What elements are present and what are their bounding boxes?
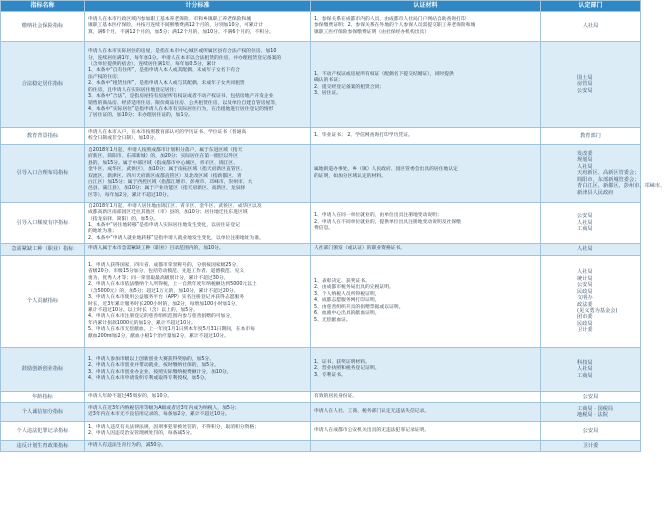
indicator-name: 违反计划生育政策指标: [1, 441, 85, 452]
material-line: 2、由成都市税务局出具的完税证明。: [314, 285, 394, 291]
indicator-name: 鼓励创新创业指标: [1, 348, 85, 392]
score-line: 申请人在本市行政区域内参加职工基本养老保险、市和乡镇职工养老保险和城: [88, 16, 252, 22]
dept-line: 公安局: [577, 87, 593, 94]
material-line: 1、不动产权证或房屋所有权证（配偶名下提交结婚证），同时提供: [314, 71, 454, 77]
score-cell: [85, 256, 311, 348]
score-line: 1、本条中“自有住所”，是指申请人本人或其配偶、未成年子女名下有合: [88, 68, 240, 74]
score-cell: [85, 145, 311, 203]
indicator-name: 年龄指标: [1, 392, 85, 403]
dept-cell: [541, 422, 641, 441]
dept-line: 公安局: [582, 393, 599, 400]
material-line: 1、申请人在同一单位就业的，由单位出具注册地变动说明；: [314, 213, 442, 219]
score-line: 2、本条中“申请人就业地转移”是指申请人就业地发生变化，以单位注册地址为准。: [88, 235, 264, 241]
dept-line: 国土局: [577, 74, 593, 81]
indicator-name: 个人违法犯罪记录指标: [1, 422, 85, 441]
score-cell: [85, 12, 311, 42]
score-line: 白江区）加15分；属于西控区域（指都江堰市、彭州市、邛崃市、崇州市、大: [88, 179, 253, 185]
material-line: 2、营业执照和税务登记证明。: [314, 366, 380, 372]
score-cell: [85, 392, 311, 403]
indicator-name: 合法稳定居住指标: [1, 42, 85, 128]
score-cell: [85, 42, 311, 128]
dept-line: 公安局: [577, 282, 593, 289]
score-line: 1、申请人参加市级以上创新创业大赛获得奖励的，加5分。: [88, 356, 215, 362]
dept-line: 人社局: [582, 23, 599, 30]
score-line: 的地址为准；: [88, 229, 117, 235]
score-cell: [85, 403, 311, 422]
dept-cell: [541, 12, 641, 42]
material-cell: [311, 12, 541, 42]
material-cell: [311, 256, 541, 348]
dept-line: 工商局: [577, 226, 593, 233]
material-line: 申请人在成都市公安机关出具的无违法犯罪记录证明。: [314, 427, 430, 433]
material-line: 3、居住证。: [314, 90, 342, 96]
score-line: 勇为、优秀人才等；同一荣誉取最高级别计分，累计不超过30分。: [88, 275, 229, 281]
score-line: 1、申请人获得国家、四川省、成都市荣誉称号的，分别按国家级25分、: [88, 263, 242, 269]
dept-line: 公安局: [577, 213, 593, 220]
dept-line: 人社局: [577, 219, 593, 226]
dept-line: 卫计委: [582, 442, 599, 449]
table-row: [1, 12, 641, 42]
score-cell: [85, 203, 311, 244]
score-line: 邑县、蒲江县），加10分；属于产业功能区（指天府新区、高新区、龙泉驿: [88, 186, 246, 192]
table-row: [1, 128, 641, 145]
score-line: 2、本条中“租赁住所”，是指申请人本人或与其配偶、未成年子女共同租赁: [88, 81, 245, 87]
dept-cell: [541, 128, 641, 145]
material-line: 1、表彰决定、获奖证书。: [314, 279, 370, 285]
material-line: 2、提交经登记备案的租赁合同；: [314, 84, 385, 90]
score-line: 申请人有违法生育行为的，减50分。: [88, 442, 167, 448]
score-line: （指龙泉驿、简阳）的，加5分。: [88, 216, 159, 222]
score-line: 年内累计捐款1000元的加1分，累计不超过10分。: [88, 320, 196, 326]
indicator-name: 教育背景指标: [1, 128, 85, 145]
score-line: 申请人年龄不超过45周岁的，加10分。: [88, 393, 173, 399]
dept-line: 新津县人民政府: [577, 189, 614, 196]
score-line: 时长，近3年累计服务时长200小时的，加2分，每增加100小时加1分，: [88, 301, 241, 307]
table-row: [1, 244, 641, 256]
dept-line: 团市委: [577, 314, 593, 321]
dept-line: 教育部门: [580, 132, 601, 139]
score-cell: [85, 128, 311, 145]
material-line: 1、参保关系在成都市内的人员，由成都市人社局门户网站自助查询打印: [314, 16, 466, 22]
score-line: 法产权的住房；: [88, 74, 122, 80]
score-line: 成都高新区南部园区迁往其他区（市）县的，加10分；居住地迁往东进区域: [88, 210, 248, 216]
material-cell: [311, 441, 541, 452]
score-cell: [85, 422, 311, 441]
score-line: 3、本条中“合法”，是指房屋持有房屋所有权证或者不动产权证书，包括房地产开发企业: [88, 94, 274, 100]
material-cell: [311, 145, 541, 203]
score-line: 申请人属于本市急需紧缺工种（职业）目录范围内的，加10分。: [88, 246, 224, 252]
material-cell: [311, 244, 541, 256]
material-line: 1、毕业证书； 2、学信网查询打印学历凭证。: [314, 132, 413, 138]
indicator-name: 个人贡献指标: [1, 256, 85, 348]
dept-cell: [541, 256, 641, 348]
table-row: [1, 392, 641, 403]
material-line: 5、由慈善组织开具的捐赠票据或以证明。: [314, 304, 404, 310]
dept-line: 公安局: [582, 427, 599, 434]
score-line: 算，满6个月，不满12个月的，加5分；满12个月的，加10分。不满6个月的，不积分。: [88, 29, 274, 35]
table-row: [1, 403, 641, 422]
score-line: 区等），每年加2分，累计不超过10分。: [88, 192, 172, 198]
material-line: 参保缴费证明；2、参保关系在外地的个人参保人员需提交职工养老保险和城: [314, 23, 476, 29]
material-line: 属地街道办事处、乡（镇）人民政府、园区管委会出具的居住地认定: [314, 167, 458, 173]
material-line: 镇职工医疗保险参保缴费证明（由社保经办机构出具）: [314, 29, 430, 35]
indicator-name: 引导入口合理布局指标: [1, 145, 85, 203]
table-row: [1, 256, 641, 348]
dept-line: 统计局: [577, 275, 593, 282]
score-line: 献血200ml加2分，献血小板1个治疗量加2分，累计不超过10分。: [88, 333, 229, 339]
score-cell: [85, 348, 311, 392]
material-cell: [311, 392, 541, 403]
score-line: 自2018年1月起，申请人按照成都市计划积分落户，属于东进区域（指天: [88, 147, 243, 153]
dept-line: 人社局: [577, 163, 593, 170]
dept-line: (见义勇为基金会): [577, 307, 618, 314]
dept-cell: [541, 392, 641, 403]
dept-cell: [541, 403, 641, 422]
material-line: 有效的居民身份证。: [314, 393, 358, 399]
score-line: 近3年内在本市无不良信用记录的，每条加2分，累计不超过10分。: [88, 412, 230, 417]
dept-cell: [541, 203, 641, 244]
score-line: 镇职工基本医疗保险，并按月连续不间断缴费满12个月的，分别加10分，可累计计: [88, 23, 264, 29]
score-line: 4、申请人在本市申请发明专利或取得专利授权，加5分。: [88, 375, 210, 381]
score-line: 自2018年1月起，申请人居住地由锦江区、青羊区、金牛区、武侯区、成华区以及: [88, 203, 262, 209]
dept-line: 卫计委: [577, 327, 593, 334]
score-line: 县的，加15分。属于中部区域（指成都市中心城区，青羊区、锦江区、: [88, 160, 239, 166]
score-cell: [85, 441, 311, 452]
material-line: 3、个人纳税人员所得税证明，: [314, 291, 380, 297]
score-line: 申请人在近3年内纳税信用等级为A级或者近3年内成为纳税人，加5分；: [88, 405, 240, 411]
dept-line: 文明办: [577, 295, 593, 302]
table-row: [1, 422, 641, 441]
table-row: [1, 145, 641, 203]
score-line: 金牛区、成华区、武侯区），加10分；属于南拓区域（指天府新区直管区、: [88, 167, 246, 173]
dept-line: 简阳市、东部新城管委会；: [577, 176, 640, 183]
score-line: 4、申请人在本市注册登记的慈善组织范围内参与慈善捐赠的可加分，: [88, 314, 235, 320]
header-dept: 认定部门: [541, 1, 641, 12]
header-name: 指标名称: [1, 1, 85, 12]
score-line: 累计不超过10分。以上时长（含）以上的，加5分。: [88, 307, 198, 313]
material-line: 4、成都志愿服务网打印证明。: [314, 298, 380, 304]
score-line: 分，连续居住满1年，每年加1分。申请人在本市以合法租赁的住房，并办理租赁登记备案的: [88, 55, 282, 61]
material-line: 申请人在人社、工商、税务部门认定无违法失信记录。: [314, 408, 430, 414]
score-line: 双流区、新津区、四川天府新区成都直管区）及北改区域（指新都区、青: [88, 173, 242, 179]
dept-cell: [541, 348, 641, 392]
dept-line: 科技局: [577, 359, 593, 366]
score-line: 校全日制或非全日制），加10分。: [88, 136, 159, 141]
material-cell: [311, 422, 541, 441]
dept-line: 人社局: [577, 246, 593, 253]
table-row: [1, 203, 641, 244]
dept-line: 天府新区、高新区管委会；: [577, 170, 640, 177]
score-line: 2、申请人因违反治安管理被处罚的，每条减5分。: [88, 431, 195, 436]
table-row: [1, 42, 641, 128]
score-line: 申请人在本市实际居住的房屋，是指在本市中心城区或所属区县有合法产权的住房，加10: [88, 49, 277, 55]
dept-line: 房管局: [577, 81, 593, 88]
score-line: 3、申请人在本市创业办企业，按照实际缴纳税费额计分，加10分。: [88, 369, 232, 375]
indicator-name: 个人诚信加分指标: [1, 403, 85, 422]
score-line: 3、申请人在本市使用公益服务平台（APP）实名注册登记并获得志愿服务: [88, 295, 245, 301]
dept-line: 规划局: [577, 157, 593, 164]
score-line: 省级20分、市级15分加分，包括劳动模范、先进工作者、道德模范、见义: [88, 269, 245, 275]
material-cell: [311, 203, 541, 244]
dept-line: 民政局: [577, 288, 593, 295]
material-line: 费信息。: [314, 226, 334, 232]
table-body: [1, 12, 665, 452]
material-line: 2、申请人在不同单位就业的，提供单位出具注册地变动说明及社保缴: [314, 219, 461, 225]
indicator-name: 引导入口梯度有序指标: [1, 203, 85, 244]
dept-line: 人社局: [577, 269, 593, 276]
score-line: 2、申请人在本市依法缴纳个人所得税，上一自然年度年纳税额达到5000元以上: [88, 282, 257, 288]
score-line: 2、申请人在本市创业并带动就业，按时缴纳社保的，加5分。: [88, 363, 219, 369]
score-line: 1、本条中“居住地转移”是指申请人实际居住地发生变化，以居住证登记: [88, 223, 240, 228]
dept-line: 发改委: [577, 151, 593, 158]
indicator-name: 缴纳社会保险指标: [1, 12, 85, 42]
score-line: 了居住证的，加10分；未办理居住证的，加1分。: [88, 113, 194, 119]
dept-line: 地税局 · 法院: [577, 412, 608, 418]
material-line: 6、血液中心出具的献血证明。: [314, 311, 380, 317]
material-cell: [311, 128, 541, 145]
score-line: 府新区、简阳市、东部新城）的，加20分；实际居住在第一圈层以外区: [88, 154, 239, 160]
material-line: 1、证书、获奖证明材料。: [314, 359, 370, 365]
material-cell: [311, 42, 541, 128]
score-line: 的住房，且申请人在实际居住地登记居住；: [88, 87, 180, 93]
header-score: 计分标准: [85, 1, 311, 12]
score-cell: [85, 244, 311, 256]
score-line: 销售的商品房、经济适用住房、限价商品住房、公共租赁住房，以及单位自建自管房屋等，: [88, 100, 280, 106]
dept-line: 青白江区、新都区、彭州市、邛崃市、: [577, 183, 665, 190]
dept-line: 工商局: [577, 372, 593, 379]
indicator-name: 急需紧缺工种（职业）指标: [1, 244, 85, 256]
table-row: [1, 348, 641, 392]
dept-line: 民政局: [577, 320, 593, 327]
score-line: 4、本条中“实际居住”是指申请人在本市有实际居住行为，在出租地进行居住登记的情形: [88, 106, 274, 112]
dept-cell: [541, 145, 665, 203]
header-material: 认证材料: [311, 1, 541, 12]
material-cell: [311, 403, 541, 422]
score-line: 1、申请人违反有关法律法规，因刑事犯罪被处罚的，不得积分，取消积分资格；: [88, 424, 259, 430]
dept-line: 政法委: [577, 301, 593, 308]
dept-line: 人社局: [577, 366, 593, 373]
material-line: 5、无偿献血证。: [314, 317, 351, 323]
dept-cell: [541, 42, 641, 128]
table-header-row: [1, 1, 641, 12]
score-line: 申请人在本市入户，在本市按照教育部认可的学历证书、学位证书（普通高: [88, 129, 247, 135]
material-line: 人社部门颁发（或认证）的职业资格证书。: [314, 246, 406, 252]
score-line: 5、申请人在本市无偿献血，上一年度1月1日到本年度5月31日期间，在本市每: [88, 327, 256, 333]
material-line: 的证明，如加分区域认定的材料。: [314, 173, 386, 179]
score-line: （含5000元）的，加5分；超过1万元的，加10分，累计不超过20分。: [88, 288, 239, 294]
score-line: （含单位提供的宿舍），连续居住满1年，每年加0.5分，累计: [88, 62, 217, 68]
material-cell: [311, 348, 541, 392]
dept-cell: [541, 244, 641, 256]
table-row: [1, 441, 641, 452]
material-line: 3、专利证书。: [314, 372, 346, 378]
dept-line: 工商局 · 国税局: [577, 405, 614, 412]
material-line: 确认的书证；: [314, 78, 343, 84]
dept-cell: [541, 441, 641, 452]
